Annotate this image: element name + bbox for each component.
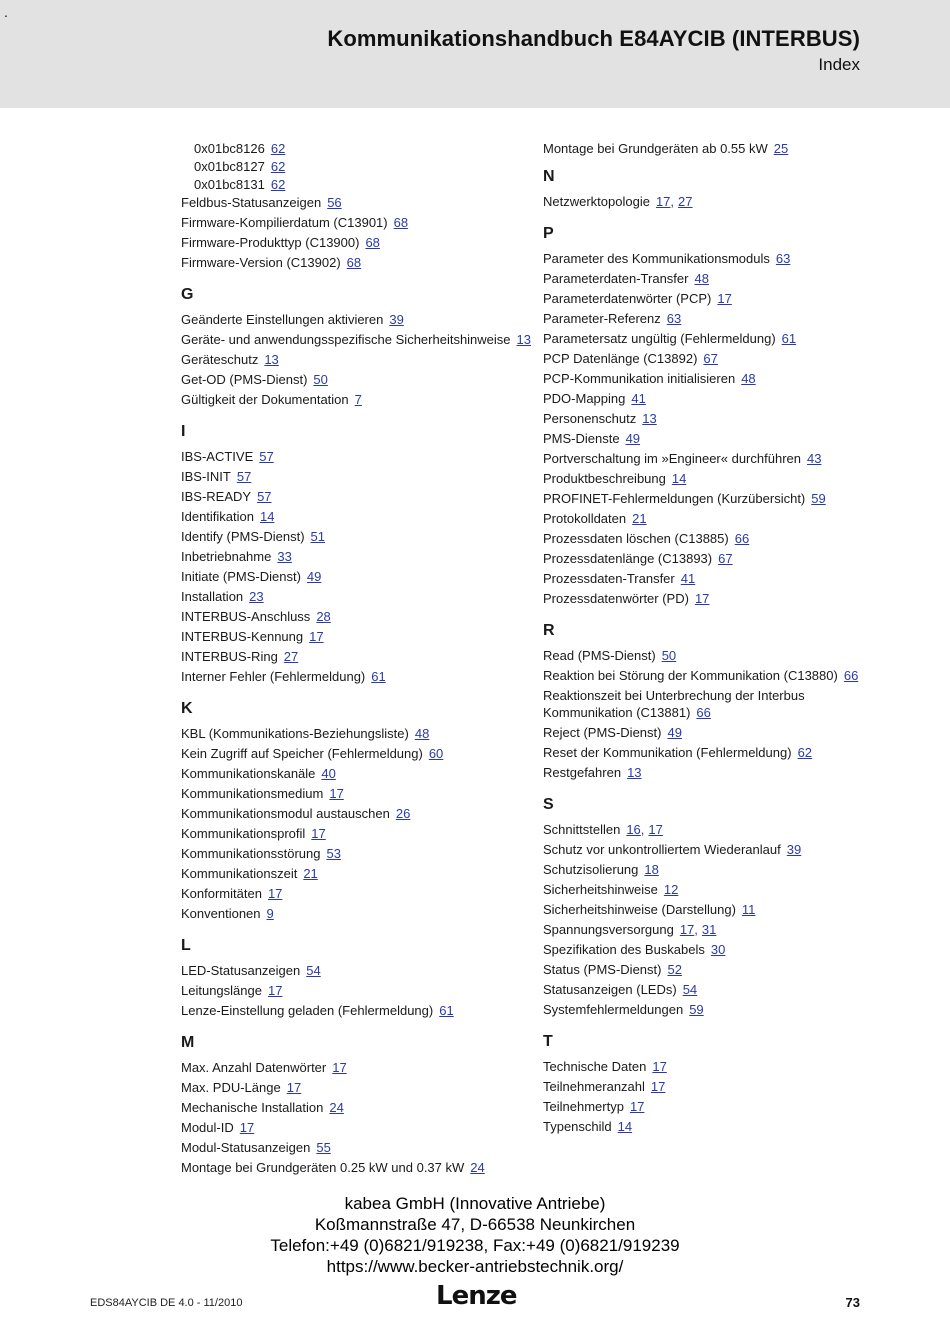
page-link[interactable]: 63 [666,311,682,326]
page-link[interactable]: 18 [644,862,659,877]
index-entry-label: Kommunikationsprofil [181,826,306,841]
page-link[interactable]: 50 [313,372,328,387]
imprint-link[interactable]: https://www.becker-antriebstechnik.org/ [326,1257,624,1276]
index-entry [181,391,531,408]
index-letter-heading: G [181,286,194,303]
page-link[interactable]: 60 [428,746,444,761]
page-link[interactable]: 66 [843,668,859,683]
index-entry [543,1098,873,1115]
index-entry-label: Statusanzeigen (LEDs) [543,982,677,997]
index-entry-label: Kommunikationsmedium [181,786,324,801]
page-link[interactable]: 13 [627,765,642,780]
page-link[interactable]: 28 [316,609,331,624]
index-entry [543,310,873,327]
page-number: 73 [845,1295,860,1310]
page-link[interactable]: 39 [389,312,404,327]
index-entry [543,687,873,721]
index-entry [543,1118,873,1135]
index-entry [543,510,873,527]
page-link[interactable]: 66 [696,705,711,720]
page-link[interactable]: 51 [310,529,326,544]
page-link[interactable]: 17 [332,1060,347,1075]
page-link[interactable]: 17 [267,983,283,998]
index-entry-label: Schnittstellen [543,822,621,837]
page-link[interactable]: 61 [371,669,386,684]
index-entry-label: Firmware-Produkttyp (C13900) [181,235,360,250]
page-separator: , [640,822,645,837]
page-link[interactable]: 14 [617,1119,633,1134]
index-entry [543,764,873,781]
lenze-logo: Lenze [436,1281,517,1311]
index-entry [181,982,531,999]
index-entry [543,350,873,367]
page-link[interactable]: 48 [741,371,756,386]
index-entry-label: Prozessdaten-Transfer [543,571,675,586]
index-letter-heading: N [543,168,555,185]
page-link[interactable]: 17 [652,1059,667,1074]
index-entry [543,861,873,878]
page-link[interactable]: 67 [703,351,718,366]
page-link[interactable]: 53 [326,846,341,861]
index-entry-label: Geänderte Einstellungen aktivieren [181,312,384,327]
page-link[interactable]: 26 [395,806,411,821]
page-link[interactable]: 11 [741,902,756,917]
document-title: Kommunikationshandbuch E84AYCIB (INTERBUS) [327,26,860,51]
page-link[interactable]: 43 [806,451,822,466]
index-entry-label: Parameterdaten-Transfer [543,271,689,286]
section-title: Index [818,55,860,74]
index-entry-label: Lenze-Einstellung geladen (Fehlermeldung) [181,1003,434,1018]
index-entry-label: Parametersatz ungültig (Fehlermeldung) [543,331,776,346]
index-entry [181,311,531,328]
index-entry [181,725,531,742]
index-entry-label: Reject (PMS-Dienst) [543,725,662,740]
page-link[interactable]: 56 [327,195,342,210]
imprint-stamp [0,1193,950,1277]
page-link[interactable]: 41 [631,391,646,406]
page-link[interactable]: 17 [694,591,710,606]
index-entry-label: Kommunikationszeit [181,866,298,881]
index-entry-label: Netzwerktopologie [543,194,650,209]
index-entry [181,1002,531,1019]
page-link[interactable]: 17 [650,1079,666,1094]
index-entry-label: PMS-Dienste [543,431,620,446]
index-entry-label: IBS-ACTIVE [181,449,254,464]
index-entry [543,370,873,387]
page-link[interactable]: 67 [718,551,733,566]
page-link[interactable]: 7 [354,392,362,407]
index-entry [181,588,531,605]
index-entry [181,668,531,685]
page-link[interactable]: 14 [260,509,275,524]
page-link[interactable]: 17 [286,1080,302,1095]
index-entry [181,1119,531,1136]
index-entry [543,744,873,761]
page-link[interactable]: 17 [267,886,283,901]
page-link[interactable]: 24 [470,1160,485,1175]
index-entry [181,1159,531,1176]
index-letter-heading: K [181,700,193,717]
index-entry [181,254,531,271]
page-link[interactable]: 62 [797,745,813,760]
index-entry [181,885,531,902]
index-entry [181,176,531,193]
index-entry [543,530,873,547]
index-entry-label: LED-Statusanzeigen [181,963,301,978]
index-entry [181,448,531,465]
index-entry [543,590,873,607]
page-separator: , [670,194,675,209]
index-entry-label: Restgefahren [543,765,622,780]
index-column-right [543,140,873,1138]
index-entry-label: Initiate (PMS-Dienst) [181,569,301,584]
page-link[interactable]: 41 [680,571,696,586]
index-entry-label: PCP Datenlänge (C13892) [543,351,698,366]
page-link[interactable]: 25 [773,141,789,156]
index-entry-label: Identifikation [181,509,254,524]
page-link[interactable]: 23 [249,589,264,604]
page-link[interactable]: 24 [329,1100,344,1115]
page-link[interactable]: 61 [439,1003,454,1018]
page-link[interactable]: 62 [270,159,286,174]
index-entry [543,490,873,507]
index-letter-heading: S [543,796,554,813]
index-entry [543,724,873,741]
index-entry-label: Leitungslänge [181,983,262,998]
page-link[interactable]: 17 [311,826,326,841]
index-entry [543,881,873,898]
index-entry [543,961,873,978]
index-entry [543,550,873,567]
index-entry-label: Firmware-Version (C13902) [181,255,341,270]
page-link[interactable]: 17 [679,922,695,937]
index-entry-label: Systemfehlermeldungen [543,1002,684,1017]
page-link[interactable]: 39 [786,842,802,857]
index-entry [543,250,873,267]
page-link[interactable]: 62 [270,141,286,156]
index-entry [543,290,873,307]
index-entry-label: Interner Fehler (Fehlermeldung) [181,669,366,684]
index-entry-label: 0x01bc8126 [194,141,265,156]
page-link[interactable]: 13 [642,411,657,426]
index-entry-label: PCP-Kommunikation initialisieren [543,371,736,386]
index-entry [181,140,531,157]
page-link[interactable]: 62 [270,177,286,192]
page-header [0,0,950,108]
page-link[interactable]: 61 [781,331,797,346]
page-link[interactable]: 68 [365,235,380,250]
index-entry-label: 0x01bc8131 [194,177,265,192]
index-entry [181,468,531,485]
index-entry-label: Reset der Kommunikation (Fehlermeldung) [543,745,792,760]
index-letter-heading: P [543,225,554,242]
index-entry-label: Sicherheitshinweise (Darstellung) [543,902,736,917]
index-entry [543,430,873,447]
index-entry-label: Mechanische Installation [181,1100,324,1115]
index-entry [543,390,873,407]
index-entry [181,194,531,211]
index-entry [181,1139,531,1156]
page-link[interactable]: 17 [648,822,663,837]
index-entry-label: Installation [181,589,244,604]
index-entry-label: Kommunikationsstörung [181,846,321,861]
index-entry [181,1079,531,1096]
index-entry [181,745,531,762]
index-entry-label: KBL (Kommunikations-Beziehungsliste) [181,726,409,741]
page-link[interactable]: 17 [309,629,324,644]
page-link[interactable]: 40 [321,766,336,781]
page-link[interactable]: 59 [689,1002,704,1017]
page-link[interactable]: 27 [678,194,693,209]
index-entry [181,548,531,565]
page-link[interactable]: 49 [667,725,682,740]
index-entry [543,647,873,664]
index-entry [543,270,873,287]
index-entry [543,450,873,467]
index-letter-heading: L [181,937,191,954]
page-link[interactable]: 55 [316,1140,331,1155]
imprint-line: Koßmannstraße 47, D-66538 Neunkirchen [314,1215,636,1234]
index-entry [543,901,873,918]
index-entry [181,825,531,842]
index-entry-label: Geräte- und anwendungsspezifische Sicherheitshinweise [181,332,511,347]
index-entry [543,921,873,938]
index-entry-label: Schutz vor unkontrolliertem Wiederanlauf [543,842,781,857]
index-entry [543,193,873,210]
index-entry [181,765,531,782]
index-entry-label: Parameterdatenwörter (PCP) [543,291,712,306]
page-link[interactable]: 54 [682,982,698,997]
index-entry-label: Prozessdatenlänge (C13893) [543,551,713,566]
index-entry [181,351,531,368]
index-entry [543,981,873,998]
index-entry-label: PDO-Mapping [543,391,626,406]
index-entry [181,488,531,505]
index-entry-label: Inbetriebnahme [181,549,272,564]
index-entry-label: Produktbeschreibung [543,471,666,486]
index-entry-label: Parameter-Referenz [543,311,661,326]
index-entry [181,568,531,585]
page-link[interactable]: 57 [259,449,274,464]
page-link[interactable]: 48 [414,726,430,741]
index-entry-label: Spannungsversorgung [543,922,674,937]
index-entry [181,528,531,545]
page-link[interactable]: 50 [661,648,677,663]
index-entry-label: Firmware-Kompilierdatum (C13901) [181,215,388,230]
page-link[interactable]: 49 [625,431,641,446]
index-entry [181,845,531,862]
index-entry-label: Teilnehmertyp [543,1099,624,1114]
index-entry-label: IBS-INIT [181,469,231,484]
page-link[interactable]: 17 [717,291,732,306]
index-entry [543,570,873,587]
document-code: EDS84AYCIB DE 4.0 - 11/2010 [90,1297,243,1309]
index-letter-heading: T [543,1033,553,1050]
index-entry [543,1058,873,1075]
index-entry [181,214,531,231]
index-entry [543,1078,873,1095]
index-entry-label: Geräteschutz [181,352,259,367]
index-entry-label: Status (PMS-Dienst) [543,962,662,977]
index-entry-label: Kommunikationsmodul austauschen [181,806,390,821]
index-entry-label: Konventionen [181,906,261,921]
imprint-line: Telefon:+49 (0)6821/919238, Fax:+49 (0)6821/919239 [270,1236,680,1255]
index-entry-label: Reaktion bei Störung der Kommunikation (C13880) [543,668,838,683]
index-entry [543,410,873,427]
index-entry-label: Parameter des Kommunikationsmoduls [543,251,770,266]
page-link[interactable]: 68 [346,255,362,270]
index-entry-label: IBS-READY [181,489,252,504]
index-entry-label: Max. Anzahl Datenwörter [181,1060,327,1075]
page-link[interactable]: 21 [303,866,318,881]
index-column-left [181,140,531,1179]
index-entry [181,371,531,388]
index-entry-label: Get-OD (PMS-Dienst) [181,372,308,387]
index-entry [181,1059,531,1076]
page-link[interactable]: 54 [306,963,321,978]
index-entry [181,1099,531,1116]
index-entry-label: Protokolldaten [543,511,627,526]
page-link[interactable]: 14 [671,471,687,486]
page-link[interactable]: 17 [655,194,671,209]
index-entry [543,667,873,684]
page-link[interactable]: 33 [277,549,292,564]
index-entry-label: Modul-ID [181,1120,234,1135]
page-link[interactable]: 16 [626,822,641,837]
page-link[interactable]: 12 [663,882,679,897]
index-entry-label: Reaktionszeit bei Unterbrechung der Interbus Kommunikation (C13881) [543,688,805,720]
index-entry-label: INTERBUS-Ring [181,649,278,664]
page-link[interactable]: 9 [266,906,274,921]
index-entry-label: PROFINET-Fehlermeldungen (Kurzübersicht) [543,491,806,506]
index-entry [181,805,531,822]
page-link[interactable]: 52 [667,962,682,977]
page-link[interactable]: 13 [516,332,531,347]
index-entry-label: Teilnehmeranzahl [543,1079,645,1094]
index-entry [181,234,531,251]
index-entry [543,1001,873,1018]
index-letter-heading: R [543,622,555,639]
page-link[interactable]: 68 [393,215,409,230]
page-link[interactable]: 31 [701,922,717,937]
index-entry [181,158,531,175]
index-entry-label: Feldbus-Statusanzeigen [181,195,322,210]
index-entry [181,628,531,645]
page-link[interactable]: 59 [811,491,826,506]
index-entry-label: INTERBUS-Kennung [181,629,304,644]
page-link[interactable]: 48 [694,271,709,286]
page-link[interactable]: 27 [283,649,299,664]
index-entry [543,330,873,347]
index-entry-label: Modul-Statusanzeigen [181,1140,311,1155]
index-entry [181,331,531,348]
page-link[interactable]: 17 [239,1120,255,1135]
index-entry-label: Technische Daten [543,1059,647,1074]
index-entry [181,648,531,665]
index-entry-label: Konformitäten [181,886,262,901]
index-entry [543,470,873,487]
index-entry-label: Sicherheitshinweise [543,882,658,897]
index-entry [181,905,531,922]
index-entry-label: Spezifikation des Buskabels [543,942,705,957]
index-entry [181,962,531,979]
index-entry [543,841,873,858]
page-link[interactable]: 57 [236,469,252,484]
index-entry-label: 0x01bc8127 [194,159,265,174]
page-link[interactable]: 13 [264,352,279,367]
index-entry-label: INTERBUS-Anschluss [181,609,311,624]
page-link[interactable]: 17 [329,786,344,801]
page-link[interactable]: 63 [775,251,791,266]
index-entry-label: Kommunikationskanäle [181,766,316,781]
index-entry-label: Montage bei Grundgeräten 0.25 kW und 0.37 kW [181,1160,465,1175]
index-entry-label: Schutzisolierung [543,862,639,877]
index-entry [181,865,531,882]
page-link[interactable]: 30 [710,942,726,957]
index-entry-label: Typenschild [543,1119,612,1134]
page-link[interactable]: 66 [734,531,750,546]
index-letter-heading: M [181,1034,195,1051]
page-separator: , [694,922,698,937]
index-entry [181,785,531,802]
index-entry [543,821,873,838]
index-letter-heading: I [181,423,186,440]
page-link[interactable]: 21 [632,511,647,526]
page-link[interactable]: 49 [306,569,322,584]
index-entry-label: Prozessdaten löschen (C13885) [543,531,729,546]
page-link[interactable]: 17 [629,1099,645,1114]
index-entry-label: Portverschaltung im »Engineer« durchführen [543,451,801,466]
header-mark: . [4,4,8,20]
index-entry-label: Montage bei Grundgeräten ab 0.55 kW [543,141,768,156]
index-entry-label: Max. PDU-Länge [181,1080,281,1095]
index-entry-label: Personenschutz [543,411,637,426]
index-entry [543,941,873,958]
index-entry-label: Identify (PMS-Dienst) [181,529,305,544]
index-entry-label: Gültigkeit der Dokumentation [181,392,349,407]
index-entry-label: Read (PMS-Dienst) [543,648,656,663]
page-link[interactable]: 57 [257,489,272,504]
index-entry [543,140,873,157]
imprint-line: kabea GmbH (Innovative Antriebe) [344,1194,606,1213]
index-entry-label: Prozessdatenwörter (PD) [543,591,689,606]
index-entry-label: Kein Zugriff auf Speicher (Fehlermeldung) [181,746,423,761]
index-entry [181,508,531,525]
index-entry [181,608,531,625]
